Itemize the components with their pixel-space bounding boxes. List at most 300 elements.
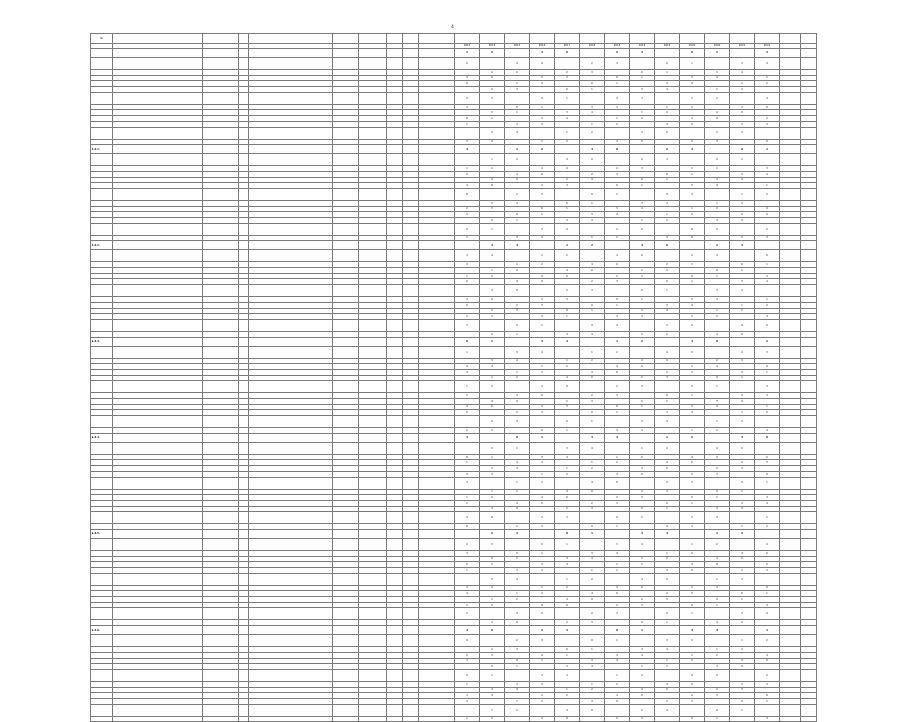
table-cell [239, 58, 249, 70]
table-cell: 3 [530, 454, 555, 460]
table-cell [249, 626, 333, 635]
table-cell: 2 [680, 550, 705, 556]
table-cell: 2 [455, 206, 480, 212]
table-cell: 2 [730, 346, 755, 358]
table-cell [249, 58, 333, 70]
table-cell: 1 [580, 416, 605, 428]
table-cell: 2 [655, 110, 680, 116]
table-cell: 0 [505, 550, 530, 556]
table-cell: 0 [730, 664, 755, 670]
table-cell [359, 58, 387, 70]
table-cell: 1 [605, 223, 630, 235]
table-cell [630, 145, 655, 154]
table-cell: 4 [655, 235, 680, 241]
table-cell [333, 716, 359, 722]
table-cell: 3 [505, 529, 530, 538]
year-header: 2021 [730, 44, 755, 49]
table-cell: 2 [680, 104, 705, 110]
table-row [91, 635, 817, 647]
table-cell [705, 319, 730, 331]
table-cell [91, 416, 113, 428]
table-cell: 3 [530, 116, 555, 122]
table-cell: 1 [530, 585, 555, 591]
table-cell: 4 [630, 573, 655, 585]
table-cell [91, 381, 113, 393]
table-cell [605, 573, 630, 585]
table-cell: 1 [530, 319, 555, 331]
table-cell [239, 608, 249, 620]
table-cell: 4 [630, 652, 655, 658]
table-cell: 2 [530, 297, 555, 303]
table-cell [419, 58, 455, 70]
table-cell [249, 127, 333, 139]
table-cell [333, 538, 359, 550]
table-cell: 4 [655, 308, 680, 314]
table-cell [580, 716, 605, 722]
table-cell [530, 241, 555, 250]
table-cell: 4 [530, 166, 555, 172]
table-cell [203, 127, 239, 139]
table-cell [801, 433, 817, 442]
table-cell [249, 529, 333, 538]
table-cell: 2 [505, 268, 530, 274]
table-cell [680, 241, 705, 250]
table-cell: 3 [505, 416, 530, 428]
table-cell: 4 [655, 681, 680, 687]
table-cell [203, 319, 239, 331]
table-cell: 4 [705, 512, 730, 524]
table-cell: 2 [480, 49, 505, 58]
table-cell: 2 [630, 562, 655, 568]
table-cell: 2 [755, 454, 780, 460]
table-cell [801, 92, 817, 104]
table-cell: 3 [730, 687, 755, 693]
table-cell: 0 [655, 573, 680, 585]
table-cell: 3 [605, 538, 630, 550]
table-cell: 4 [605, 319, 630, 331]
table-cell: 4 [705, 218, 730, 224]
table-cell: 4 [730, 433, 755, 442]
table-cell [780, 716, 801, 722]
table-cell: 0 [605, 297, 630, 303]
table-cell: 4 [730, 70, 755, 76]
table-cell: 0 [530, 314, 555, 320]
table-cell: 2 [755, 410, 780, 416]
table-cell: 1 [580, 647, 605, 653]
table-cell: 2 [480, 529, 505, 538]
table-cell [387, 337, 403, 346]
table-cell: 1 [630, 512, 655, 524]
table-cell [91, 92, 113, 104]
table-cell: 4 [605, 658, 630, 664]
table-cell [505, 669, 530, 681]
table-cell: 2 [630, 268, 655, 274]
table-cell: 0 [730, 556, 755, 562]
table-cell: 2 [530, 75, 555, 81]
table-cell: 3 [455, 585, 480, 591]
table-cell: 1 [455, 121, 480, 127]
table-cell [249, 608, 333, 620]
table-cell: 2 [755, 188, 780, 200]
table-cell: 3 [605, 652, 630, 658]
table-cell: 4 [705, 75, 730, 81]
table-cell: 4 [480, 399, 505, 405]
table-cell [780, 416, 801, 428]
table-cell: 3 [555, 664, 580, 670]
table-cell: 4 [555, 562, 580, 568]
table-cell: 4 [680, 116, 705, 122]
table-cell: 0 [655, 358, 680, 364]
table-cell [203, 250, 239, 262]
table-cell: 1 [505, 591, 530, 597]
table-cell [755, 529, 780, 538]
table-cell [387, 635, 403, 647]
table-cell [387, 704, 403, 716]
table-cell: 2 [630, 223, 655, 235]
table-cell [203, 154, 239, 166]
table-cell [359, 49, 387, 58]
table-cell: 3 [630, 647, 655, 653]
table-cell: 0 [630, 693, 655, 699]
table-cell: 1 [680, 206, 705, 212]
table-cell: 4 [530, 381, 555, 393]
table-cell: 3 [530, 669, 555, 681]
table-cell: 1 [530, 250, 555, 262]
table-cell: 0 [605, 512, 630, 524]
table-cell [203, 635, 239, 647]
table-cell: 1 [655, 620, 680, 626]
table-cell: 4 [580, 262, 605, 268]
table-cell: 2 [480, 416, 505, 428]
table-cell: 4 [480, 506, 505, 512]
table-cell: 2 [655, 262, 680, 268]
table-cell: 4 [555, 489, 580, 495]
year-header: 2017 [555, 44, 580, 49]
column-header [505, 34, 530, 44]
table-cell: 2 [730, 529, 755, 538]
table-cell: 1 [580, 235, 605, 241]
table-cell: 1 [630, 218, 655, 224]
table-cell: 4 [480, 177, 505, 183]
table-cell: 4 [755, 428, 780, 434]
table-cell: 4 [580, 591, 605, 597]
table-cell: 3 [605, 92, 630, 104]
table-cell: 3 [505, 200, 530, 206]
table-cell: 0 [630, 506, 655, 512]
table-cell: 2 [505, 188, 530, 200]
table-cell: 0 [580, 410, 605, 416]
table-cell: 2 [480, 647, 505, 653]
table-cell: 0 [530, 428, 555, 434]
table-cell [333, 669, 359, 681]
table-cell: 0 [755, 433, 780, 442]
table-cell: 3 [580, 433, 605, 442]
table-cell [530, 529, 555, 538]
table-cell [333, 319, 359, 331]
table-cell: 1 [655, 399, 680, 405]
table-cell [455, 285, 480, 297]
table-cell [239, 127, 249, 139]
table-cell [780, 319, 801, 331]
table-cell: 0 [655, 58, 680, 70]
table-cell: 2 [555, 399, 580, 405]
table-cell: 2 [655, 442, 680, 454]
table-cell: 3 [730, 358, 755, 364]
section-title [113, 337, 203, 346]
table-cell [780, 608, 801, 620]
column-header [530, 34, 555, 44]
table-cell [113, 608, 203, 620]
table-cell: 1 [705, 381, 730, 393]
year-header: 2021 [755, 44, 780, 49]
table-cell: 1 [505, 556, 530, 562]
table-row [91, 608, 817, 620]
table-cell: 0 [580, 524, 605, 530]
table-cell [780, 285, 801, 297]
table-cell: 2 [730, 460, 755, 466]
table-cell: 0 [455, 562, 480, 568]
table-cell [730, 538, 755, 550]
table-cell [249, 381, 333, 393]
table-cell: 1 [580, 681, 605, 687]
table-cell [91, 716, 113, 722]
table-cell: 0 [680, 121, 705, 127]
table-cell [113, 127, 203, 139]
table-cell [387, 416, 403, 428]
table-cell: 0 [605, 262, 630, 268]
table-cell: 3 [680, 698, 705, 704]
table-cell: 3 [580, 550, 605, 556]
year-header: 2018 [605, 44, 630, 49]
table-cell [359, 381, 387, 393]
table-cell [359, 154, 387, 166]
table-cell: 2 [505, 489, 530, 495]
table-cell [419, 145, 455, 154]
table-cell: 1 [630, 75, 655, 81]
table-cell [630, 433, 655, 442]
table-cell: 2 [455, 92, 480, 104]
table-cell [387, 477, 403, 489]
table-cell: 2 [730, 416, 755, 428]
table-cell: 1 [605, 188, 630, 200]
table-cell: 0 [755, 471, 780, 477]
table-cell: 3 [630, 416, 655, 428]
table-cell: 2 [480, 166, 505, 172]
table-cell: 3 [630, 166, 655, 172]
table-cell: 2 [655, 218, 680, 224]
table-cell [249, 669, 333, 681]
table-cell: 3 [480, 314, 505, 320]
table-cell [113, 704, 203, 716]
table-cell [113, 416, 203, 428]
table-cell: 0 [755, 693, 780, 699]
table-cell [359, 573, 387, 585]
table-cell: 4 [530, 568, 555, 574]
table-cell: 0 [680, 602, 705, 608]
table-cell [359, 145, 387, 154]
table-cell [655, 669, 680, 681]
table-cell: 4 [680, 410, 705, 416]
table-cell: 1 [455, 49, 480, 58]
table-cell [239, 250, 249, 262]
table-cell: 0 [630, 250, 655, 262]
table-cell: 1 [555, 573, 580, 585]
table-cell [801, 416, 817, 428]
table-cell: 1 [630, 442, 655, 454]
table-cell [333, 58, 359, 70]
table-cell [239, 626, 249, 635]
table-cell [580, 223, 605, 235]
table-cell: 0 [555, 166, 580, 172]
table-cell: 1 [755, 698, 780, 704]
table-cell: 1 [580, 121, 605, 127]
table-cell [113, 635, 203, 647]
table-cell [403, 92, 419, 104]
table-cell [359, 716, 387, 722]
table-cell: 3 [705, 364, 730, 370]
table-cell [730, 49, 755, 58]
table-cell [249, 433, 333, 442]
table-cell: 2 [555, 364, 580, 370]
table-cell [419, 250, 455, 262]
table-cell: 4 [555, 669, 580, 681]
table-cell [605, 529, 630, 538]
table-cell: 2 [605, 121, 630, 127]
table-cell: 0 [555, 273, 580, 279]
table-cell [203, 337, 239, 346]
table-cell: 4 [755, 92, 780, 104]
table-cell: 0 [530, 92, 555, 104]
table-cell [419, 49, 455, 58]
table-cell [249, 92, 333, 104]
table-cell: 1 [730, 375, 755, 381]
table-cell: 2 [555, 177, 580, 183]
table-cell [387, 442, 403, 454]
table-cell: 0 [655, 279, 680, 285]
table-cell [419, 635, 455, 647]
table-cell: 2 [680, 319, 705, 331]
table-cell: 3 [530, 524, 555, 530]
table-cell [91, 346, 113, 358]
table-cell [530, 573, 555, 585]
table-cell [113, 442, 203, 454]
table-cell: 2 [605, 681, 630, 687]
table-cell: 4 [705, 110, 730, 116]
table-cell [419, 223, 455, 235]
table-cell: 2 [530, 477, 555, 489]
table-cell [580, 250, 605, 262]
table-cell: 3 [480, 428, 505, 434]
table-cell: 3 [555, 331, 580, 337]
table-cell: 0 [455, 410, 480, 416]
table-cell [780, 241, 801, 250]
table-cell [387, 433, 403, 442]
table-cell: 0 [530, 58, 555, 70]
table-cell: 4 [630, 358, 655, 364]
table-cell: 0 [705, 454, 730, 460]
table-cell [239, 512, 249, 524]
section-row [91, 337, 817, 346]
table-cell [203, 716, 239, 722]
table-cell [239, 477, 249, 489]
table-cell: 1 [705, 495, 730, 501]
table-cell [605, 704, 630, 716]
table-cell [249, 223, 333, 235]
table-cell [359, 669, 387, 681]
table-cell: 0 [455, 116, 480, 122]
table-cell: 0 [705, 268, 730, 274]
table-cell: 2 [730, 647, 755, 653]
table-cell [801, 626, 817, 635]
table-cell: 0 [555, 602, 580, 608]
table-cell [801, 127, 817, 139]
table-cell: 3 [755, 716, 780, 722]
table-cell: 3 [580, 319, 605, 331]
table-cell: 3 [755, 602, 780, 608]
table-cell [755, 241, 780, 250]
table-cell [780, 442, 801, 454]
table-cell: 2 [730, 121, 755, 127]
table-cell [387, 127, 403, 139]
table-cell [630, 319, 655, 331]
table-cell: 0 [530, 538, 555, 550]
table-cell [705, 608, 730, 620]
table-cell: 1 [555, 241, 580, 250]
table-cell: 4 [530, 602, 555, 608]
table-cell: 3 [455, 471, 480, 477]
table-cell [505, 337, 530, 346]
table-cell: 0 [480, 218, 505, 224]
table-cell: 0 [680, 346, 705, 358]
table-cell: 0 [605, 477, 630, 489]
table-cell [403, 442, 419, 454]
table-cell: 4 [580, 218, 605, 224]
table-cell [333, 433, 359, 442]
table-cell [780, 381, 801, 393]
table-cell: 1 [680, 58, 705, 70]
table-cell: 4 [680, 454, 705, 460]
section-row [91, 626, 817, 635]
table-cell: 0 [655, 687, 680, 693]
table-cell: 2 [755, 669, 780, 681]
table-cell: 0 [630, 471, 655, 477]
table-cell: 3 [655, 268, 680, 274]
table-cell: 1 [505, 331, 530, 337]
table-cell: 2 [730, 235, 755, 241]
table-cell: 0 [705, 562, 730, 568]
table-cell: 2 [605, 273, 630, 279]
table-cell: 1 [580, 568, 605, 574]
table-cell [249, 442, 333, 454]
table-cell: 4 [605, 550, 630, 556]
table-cell: 1 [580, 346, 605, 358]
table-cell [359, 127, 387, 139]
table-cell: 2 [730, 568, 755, 574]
table-cell [359, 346, 387, 358]
table-cell: 3 [555, 218, 580, 224]
table-cell: 2 [580, 573, 605, 585]
table-cell: 3 [555, 442, 580, 454]
table-cell: 3 [580, 658, 605, 664]
table-cell: 4 [605, 433, 630, 442]
table-row [91, 250, 817, 262]
table-cell: 4 [455, 262, 480, 268]
table-cell: 1 [480, 337, 505, 346]
table-cell: 4 [505, 58, 530, 70]
table-cell: 4 [480, 585, 505, 591]
table-cell: 3 [655, 524, 680, 530]
table-cell [113, 669, 203, 681]
